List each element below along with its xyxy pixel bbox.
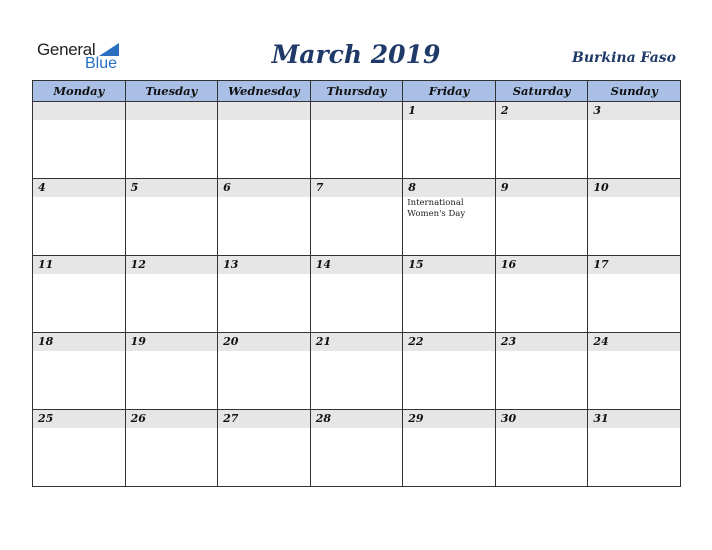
day-cell[interactable] (218, 256, 311, 333)
day-number: 18 (38, 335, 54, 348)
weekday-header-sunday: Sunday (588, 81, 681, 102)
day-cell[interactable] (495, 256, 588, 333)
day-number: 31 (593, 412, 609, 425)
day-number: 9 (500, 181, 509, 194)
day-cell[interactable] (125, 256, 218, 333)
day-number-bar (403, 333, 495, 351)
day-number: 1 (408, 104, 416, 117)
day-number: 22 (408, 335, 424, 348)
day-number-bar (496, 410, 588, 428)
day-number: 23 (500, 335, 517, 348)
day-cell[interactable] (218, 333, 311, 410)
day-number-bar (496, 102, 588, 120)
day-number-bar (33, 102, 125, 120)
day-cell[interactable] (495, 410, 588, 487)
day-number: 11 (38, 258, 54, 271)
country-label: Burkina Faso (572, 50, 676, 66)
day-number: 3 (593, 104, 602, 117)
day-number: 20 (223, 335, 239, 348)
day-number-bar (403, 256, 495, 274)
day-cell[interactable] (403, 410, 496, 487)
day-number-bar (496, 333, 588, 351)
logo-text-general: General (37, 40, 96, 59)
day-number-bar (33, 256, 125, 274)
day-number-bar (126, 102, 218, 120)
day-cell[interactable] (588, 256, 681, 333)
day-cell[interactable] (33, 256, 126, 333)
day-number: 16 (500, 258, 517, 271)
weekday-header-tuesday: Tuesday (125, 81, 218, 102)
day-number: 24 (593, 335, 609, 348)
week-row (33, 256, 681, 333)
day-cell[interactable] (495, 179, 588, 256)
day-number-bar (126, 410, 218, 428)
day-number-bar (311, 102, 403, 120)
day-number: 25 (38, 412, 54, 425)
day-number-bar (588, 410, 680, 428)
day-number: 14 (315, 258, 331, 271)
weekday-header-wednesday: Wednesday (218, 81, 311, 102)
day-cell[interactable] (33, 410, 126, 487)
day-number: 13 (223, 258, 239, 271)
day-cell[interactable] (125, 102, 218, 179)
day-cell[interactable] (125, 410, 218, 487)
day-number: 15 (408, 258, 424, 271)
day-cell[interactable] (310, 410, 403, 487)
weekday-header-saturday: Saturday (495, 81, 588, 102)
day-cell[interactable] (588, 179, 681, 256)
day-number-bar (311, 256, 403, 274)
day-number-bar (218, 179, 310, 197)
day-number-bar (126, 333, 218, 351)
day-number-bar (588, 179, 680, 197)
day-cell[interactable] (125, 179, 218, 256)
day-number: 6 (223, 181, 231, 194)
day-number-bar (33, 333, 125, 351)
day-number: 29 (408, 412, 424, 425)
day-number: 30 (500, 412, 517, 425)
day-number-bar (218, 102, 310, 120)
day-number: 26 (130, 412, 146, 425)
day-number-bar (496, 256, 588, 274)
day-number-bar (588, 256, 680, 274)
day-cell[interactable] (495, 333, 588, 410)
day-cell[interactable] (310, 102, 403, 179)
day-number: 17 (593, 258, 609, 271)
day-number: 4 (38, 181, 46, 194)
page-title: March 2019 (271, 40, 441, 69)
day-number-bar (311, 179, 403, 197)
day-cell[interactable] (218, 179, 311, 256)
day-cell[interactable] (310, 333, 403, 410)
day-number-bar (403, 179, 495, 197)
day-cell[interactable] (403, 256, 496, 333)
day-cell[interactable] (33, 179, 126, 256)
day-cell[interactable] (403, 333, 496, 410)
day-number-bar (33, 410, 125, 428)
calendar-grid (32, 80, 681, 487)
day-cell[interactable] (588, 102, 681, 179)
day-number-bar (218, 410, 310, 428)
day-number-bar (218, 256, 310, 274)
day-cell[interactable] (588, 333, 681, 410)
day-cell[interactable] (125, 333, 218, 410)
day-number-bar (588, 102, 680, 120)
day-number-bar (403, 410, 495, 428)
day-number-bar (496, 179, 588, 197)
weekday-header-monday: Monday (33, 81, 126, 102)
day-cell[interactable] (310, 179, 403, 256)
day-cell[interactable] (495, 102, 588, 179)
logo-text-blue: Blue (85, 55, 118, 72)
weekday-header-thursday: Thursday (310, 81, 403, 102)
weekday-header-row (33, 81, 681, 102)
day-number-bar (126, 179, 218, 197)
day-number: 2 (500, 104, 509, 117)
day-cell[interactable] (33, 333, 126, 410)
day-number: 10 (593, 181, 609, 194)
day-number-bar (588, 333, 680, 351)
day-number: 28 (315, 412, 331, 425)
holiday-event: International Women's Day (407, 198, 466, 219)
day-cell[interactable] (310, 256, 403, 333)
day-number: 12 (130, 258, 146, 271)
day-number: 27 (223, 412, 239, 425)
day-cell[interactable] (403, 102, 496, 179)
day-cell[interactable] (218, 102, 311, 179)
day-number: 21 (315, 335, 331, 348)
day-cell[interactable] (588, 410, 681, 487)
day-cell[interactable] (218, 410, 311, 487)
day-number: 8 (408, 181, 416, 194)
week-row (33, 102, 681, 179)
day-number-bar (33, 179, 125, 197)
day-cell[interactable] (403, 179, 496, 256)
week-row (33, 410, 681, 487)
weekday-header-friday: Friday (403, 81, 496, 102)
day-number-bar (311, 333, 403, 351)
day-number-bar (311, 410, 403, 428)
day-cell[interactable] (33, 102, 126, 179)
week-row (33, 333, 681, 410)
week-row (33, 179, 681, 256)
day-number-bar (126, 256, 218, 274)
day-number: 7 (315, 181, 324, 194)
day-number: 19 (130, 335, 146, 348)
day-number-bar (403, 102, 495, 120)
day-number: 5 (130, 181, 139, 194)
day-number-bar (218, 333, 310, 351)
